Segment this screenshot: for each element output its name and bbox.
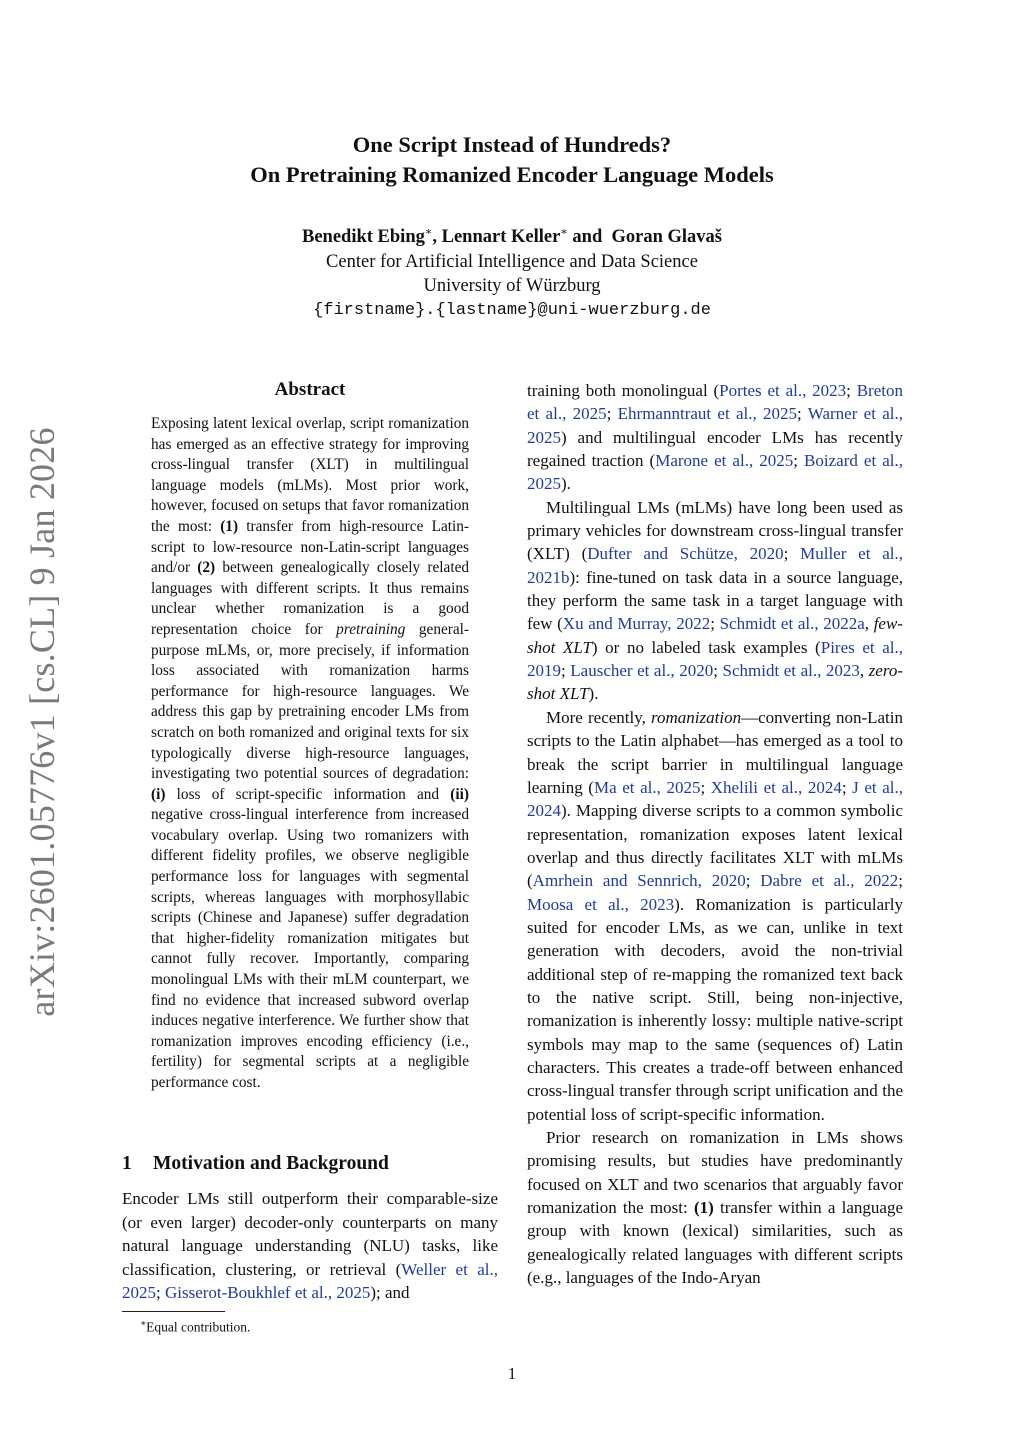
- footnote-divider: [122, 1311, 225, 1312]
- citation-link[interactable]: Portes et al., 2023: [719, 381, 847, 400]
- citation-link[interactable]: J et al., 2024: [527, 777, 903, 821]
- citation-link[interactable]: Dabre et al., 2022: [760, 871, 899, 891]
- author-3: Goran Glavaš: [611, 227, 722, 248]
- citation-link[interactable]: Schmidt et al., 2022a: [719, 614, 865, 634]
- title-line-1: One Script Instead of Hundreds?: [352, 132, 672, 157]
- citation-link[interactable]: Boizard et al., 2025: [527, 451, 903, 494]
- citation-link[interactable]: Dufter and Schütze, 2020: [587, 544, 784, 564]
- affiliation-center: Center for Artificial Intelligence and Data Science: [326, 251, 698, 272]
- citation-link[interactable]: Warner et al., 2025: [527, 404, 903, 447]
- section-1-heading: [122, 1152, 502, 1176]
- affiliation-university: University of Würzburg: [423, 276, 601, 297]
- citation-link[interactable]: Xu and Murray, 2022: [562, 614, 711, 634]
- author-1: Benedikt Ebing: [302, 227, 425, 248]
- citation-link[interactable]: Moosa et al., 2023: [527, 894, 675, 914]
- citation-link[interactable]: Breton et al., 2025: [527, 381, 903, 424]
- footnote-text: Equal contribution.: [146, 1319, 251, 1335]
- paragraph: training both monolingual (Portes et al., 2023; Breton et al., 2025; Ehrmanntraut et al., 2025; Warner et al., 2025) and multilingual encoder LMs has recently regained traction (Marone et al., 2025; Boizard et al., 2025).: [527, 381, 903, 494]
- section-title: Motivation and Background: [153, 1153, 389, 1174]
- equal-contribution-mark: ∗: [560, 226, 568, 238]
- paragraph: More recently, romanization—converting non-Latin scripts to the Latin alphabet—has emerged as a tool to break the script barrier in multilingual language learning (Ma et al., 2025; Xhelili et al., 2024; J et al., 2024). Mapping diverse scripts to a common symbolic representation, romanization exposes latent lexical overlap and thus directly facilitates XLT with mLMs (Amrhein and Sennrich, 2020; Dabre et al., 2022; Moosa et al., 2023). Romanization is particularly suited for encoder LMs, as we can, unlike in text generation with decoders, avoid the non-trivial additional step of re-mapping the romanized text back to the native script. Still, being non-injective, romanization is inherently lossy: multiple native-script symbols may map to the same (sequences of) Latin characters. This creates a trade-off between enhanced cross-lingual transfer through script unification and the potential loss of script-specific information.: [527, 707, 903, 1124]
- arxiv-stamp: arXiv:2601.05776v1 [cs.CL] 9 Jan 2026: [22, 427, 62, 1017]
- citation-link[interactable]: Amrhein and Sennrich, 2020: [532, 871, 746, 891]
- citation-link[interactable]: Gisserot-Boukhlef et al., 2025: [164, 1283, 371, 1302]
- citation-link[interactable]: Ehrmanntraut et al., 2025: [617, 404, 798, 424]
- equal-contribution-mark: ∗: [424, 226, 433, 238]
- author-block: [0, 220, 1024, 323]
- paragraph: Multilingual LMs (mLMs) have long been used as primary vehicles for downstream cross-lingual transfer (XLT) (Dufter and Schütze, 2020; Muller et al., 2021b): fine-tuned on task data in a source language, they perform the same task in a target language with few (Xu and Murray, 2022; Schmidt et al., 2022a, few-shot XLT) or no labeled task examples (Pires et al., 2019; Lauscher et al., 2020; Schmidt et al., 2023, zero-shot XLT).: [527, 497, 904, 704]
- section-number: 1: [122, 1153, 132, 1174]
- citation-link[interactable]: Schmidt et al., 2023: [722, 661, 860, 681]
- title-line-2: On Pretraining Romanized Encoder Language Models: [250, 162, 774, 187]
- author-email: {firstname}.{lastname}@uni-wuerzburg.de: [313, 300, 711, 320]
- citation-link[interactable]: Weller et al., 2025: [122, 1259, 498, 1302]
- paragraph: Prior research on romanization in LMs shows promising results, but studies have predominantly focused on XLT and two scenarios that arguably favor romanization the most: (1) transfer within a language group with known (lexical) similarities, such as genealogically related languages with different scripts (e.g., languages of the Indo-Aryan: [527, 1128, 904, 1288]
- page-number: 1: [507, 1364, 517, 1383]
- author-names: Benedikt Ebing∗, Lennart Keller∗ and Goran Glavaš: [302, 226, 722, 248]
- citation-link[interactable]: Ma et al., 2025: [593, 777, 701, 797]
- citation-link[interactable]: Lauscher et al., 2020: [570, 661, 714, 681]
- footnote-mark: ∗: [140, 1318, 147, 1328]
- paper-title: [0, 130, 1024, 190]
- author-2: Lennart Keller: [441, 227, 561, 248]
- citation-link[interactable]: Muller et al., 2021b: [527, 544, 904, 587]
- left-column-body: Encoder LMs still outperform their comparable-size (or even larger) decoder-only counterparts on many natural language understanding (NLU) tasks, like classification, clustering, or retrieval (Weller et al., 2025; Gisserot-Boukhlef et al., 2025); and: [122, 1189, 498, 1302]
- footnote: [122, 1314, 498, 1337]
- right-column-body: [527, 379, 903, 1289]
- citation-link[interactable]: Marone et al., 2025: [655, 451, 794, 471]
- citation-link[interactable]: Pires et al., 2019: [527, 637, 903, 681]
- abstract-heading: Abstract: [274, 379, 346, 400]
- citation-link[interactable]: Xhelili et al., 2024: [710, 777, 842, 797]
- abstract-body: Exposing latent lexical overlap, script romanization has emerged as an effective strategy for improving cross-lingual transfer (XLT) in multilingual language models (mLMs). Most prior work, however, focused on setups that favor romanization the most: (1) transfer from high-resource Latin-script to low-resource non-Latin-script languages and/or (2) between genealogically closely related languages with different scripts. It thus remains unclear whether romanization is a good representation choice for pretraining general-purpose mLMs, or, more precisely, if information loss associated with romanization harms performance for high-resource languages. We address this gap by pretraining encoder LMs from scratch on both romanized and original texts for six typologically diverse high-resource languages, investigating two potential sources of degradation: (i) loss of script-specific information and (ii) negative cross-lingual interference from increased vocabulary overlap. Using two romanizers with different fidelity profiles, we observe negligible performance loss for languages with segmental scripts, whereas languages with morphosyllabic scripts (Chinese and Japanese) suffer degradation that higher-fidelity romanization mitigates but cannot fully recover. Importantly, comparing monolingual LMs with their mLM counterpart, we find no evidence that increased subword overlap induces negative interference. We further show that romanization improves encoding efficiency (i.e., fertility) for segmental scripts at a negligible performance cost.: [151, 415, 470, 1091]
